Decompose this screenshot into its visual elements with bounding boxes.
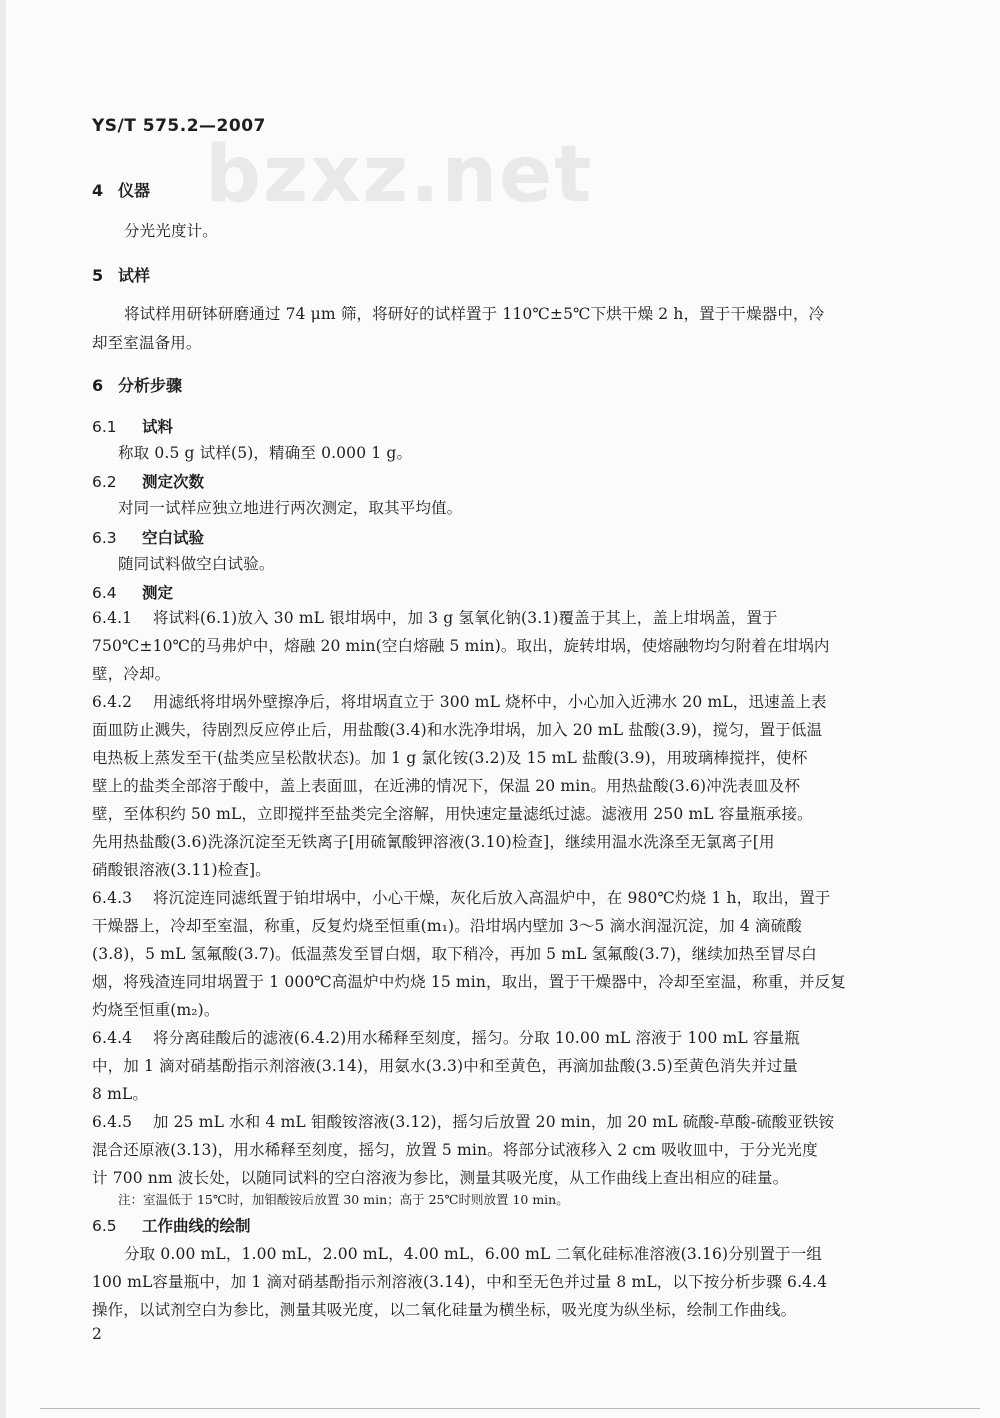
clause-6-4-4-line: 中，加 1 滴对硝基酚指示剂溶液(3.14)，用氨水(3.3)中和至黄色，再滴加盐酸(3.5)至黄色消失并过量 [92,1057,799,1075]
subsection-title: 工作曲线的绘制 [142,1217,251,1235]
subsection-6-5-heading [92,1214,251,1236]
section-5-heading [92,263,150,286]
clause-6-4-3-line: 干燥器上，冷却至室温，称重，反复灼烧至恒重(m₁)。沿坩埚内壁加 3～5 滴水润湿沉淀，加 4 滴硫酸 [92,917,802,935]
clause-6-4-1-line: 6.4.1 将试料(6.1)放入 30 mL 银坩埚中，加 3 g 氢氧化钠(3.1)覆盖于其上，盖上坩埚盖，置于 [92,609,778,627]
section-4-heading [92,178,150,201]
subsection-number: 6.5 [92,1217,117,1235]
subsection-6-2-heading [92,470,204,492]
section-title: 分析步骤 [118,376,183,395]
clause-6-4-2-line: 硝酸银溶液(3.11)检查]。 [92,861,271,879]
section-4-text: 分光光度计。 [124,222,218,240]
clause-6-4-2-line: 6.4.2 用滤纸将坩埚外壁擦净后，将坩埚直立于 300 mL 烧杯中，小心加入近沸水 20 mL，迅速盖上表 [92,693,827,711]
watermark: bzxz.net [205,130,594,220]
paragraph-line: 将试样用研钵研磨通过 74 μm 筛，将研好的试样置于 110℃±5℃下烘干燥 2 h，置于干燥器中，冷 [124,305,825,323]
clause-6-4-3-line: 烟，将残渣连同坩埚置于 1 000℃高温炉中灼烧 15 min，取出，置于干燥器中，冷却至室温，称重，并反复 [92,973,846,991]
subsection-6-1-text: 称取 0.5 g 试样(5)，精确至 0.000 1 g。 [118,444,413,462]
subsection-6-1-heading [92,415,173,437]
clause-6-4-4-line: 8 mL。 [92,1085,149,1103]
subsection-6-3-heading [92,526,204,548]
subsection-number: 6.2 [92,473,117,491]
subsection-title: 测定 [142,584,174,602]
subsection-6-2-text: 对同一试样应独立地进行两次测定，取其平均值。 [118,499,463,517]
section-number: 5 [92,266,104,285]
clause-6-4-2-line: 电热板上蒸发至干(盐类应呈松散状态)。加 1 g 氯化铵(3.2)及 15 mL 盐酸(3.9)，用玻璃棒搅拌，使杯 [92,749,808,767]
clause-6-4-3-line: (3.8)，5 mL 氢氟酸(3.7)。低温蒸发至冒白烟，取下稍冷，再加 5 mL 氢氟酸(3.7)，继续加热至冒尽白 [92,945,817,963]
subsection-6-5-line: 操作，以试剂空白为参比，测量其吸光度，以二氧化硅量为横坐标，吸光度为纵坐标，绘制工作曲线。 [92,1301,797,1319]
subsection-number: 6.4 [92,584,117,602]
clause-6-4-2-line: 先用热盐酸(3.6)洗涤沉淀至无铁离子[用硫氰酸钾溶液(3.10)检查]，继续用温水洗涤至无氯离子[用 [92,833,775,851]
standard-number-header: YS/T 575.2—2007 [92,116,266,136]
subsection-title: 空白试验 [142,529,205,547]
page-edge [0,0,6,1418]
paragraph-line: 却至室温备用。 [92,334,202,352]
subsection-6-5-line: 分取 0.00 mL，1.00 mL，2.00 mL，4.00 mL，6.00 mL 二氧化硅标准溶液(3.16)分别置于一组 [124,1245,823,1263]
section-number: 6 [92,376,104,395]
section-title: 仪器 [118,181,151,200]
page-bottom-edge [40,1408,980,1409]
clause-6-4-2-line: 面皿防止溅失，待剧烈反应停止后，用盐酸(3.4)和水洗净坩埚，加入 20 mL 盐酸(3.9)，搅匀，置于低温 [92,721,823,739]
subsection-number: 6.1 [92,418,117,436]
subsection-6-3-text: 随同试料做空白试验。 [118,555,275,573]
subsection-6-5-line: 100 mL容量瓶中，加 1 滴对硝基酚指示剂溶液(3.14)，中和至无色并过量 8 mL，以下按分析步骤 6.4.4 [92,1273,828,1291]
section-6-heading [92,373,182,396]
section-number: 4 [92,181,104,200]
clause-6-4-5-line: 计 700 nm 波长处，以随同试料的空白溶液为参比，测量其吸光度，从工作曲线上查出相应的硅量。 [92,1169,789,1187]
clause-6-4-2-line: 壁上的盐类全部溶于酸中，盖上表面皿，在近沸的情况下，保温 20 min。用热盐酸(3.6)冲洗表皿及杯 [92,777,801,795]
clause-6-4-3-line: 灼烧至恒重(m₂)。 [92,1001,220,1019]
clause-6-4-1-line: 750℃±10℃的马弗炉中，熔融 20 min(空白熔融 5 min)。取出，旋转坩埚，使熔融物均匀附着在坩埚内 [92,637,830,655]
clause-6-4-5-line: 混合还原液(3.13)，用水稀释至刻度，摇匀，放置 5 min。将部分试液移入 2 cm 吸收皿中，于分光光度 [92,1141,818,1159]
clause-6-4-5-line: 6.4.5 加 25 mL 水和 4 mL 钼酸铵溶液(3.12)，摇匀后放置 20 min，加 20 mL 硫酸-草酸-硫酸亚铁铵 [92,1113,835,1131]
subsection-6-4-heading [92,581,173,603]
section-title: 试样 [118,266,151,285]
clause-6-4-4-line: 6.4.4 将分离硅酸后的滤液(6.4.2)用水稀释至刻度，摇匀。分取 10.00 mL 溶液于 100 mL 容量瓶 [92,1029,800,1047]
note: 注：室温低于 15℃时，加钼酸铵后放置 30 min；高于 25℃时则放置 10 min。 [118,1192,569,1207]
subsection-number: 6.3 [92,529,117,547]
subsection-title: 试料 [142,418,174,436]
clause-6-4-2-line: 壁，至体积约 50 mL，立即搅拌至盐类完全溶解，用快速定量滤纸过滤。滤液用 250 mL 容量瓶承接。 [92,805,813,823]
subsection-title: 测定次数 [142,473,205,491]
clause-6-4-3-line: 6.4.3 将沉淀连同滤纸置于铂坩埚中，小心干燥，灰化后放入高温炉中，在 980℃灼烧 1 h，取出，置于 [92,889,831,907]
clause-6-4-1-line: 壁，冷却。 [92,665,171,683]
page-number: 2 [92,1325,102,1343]
